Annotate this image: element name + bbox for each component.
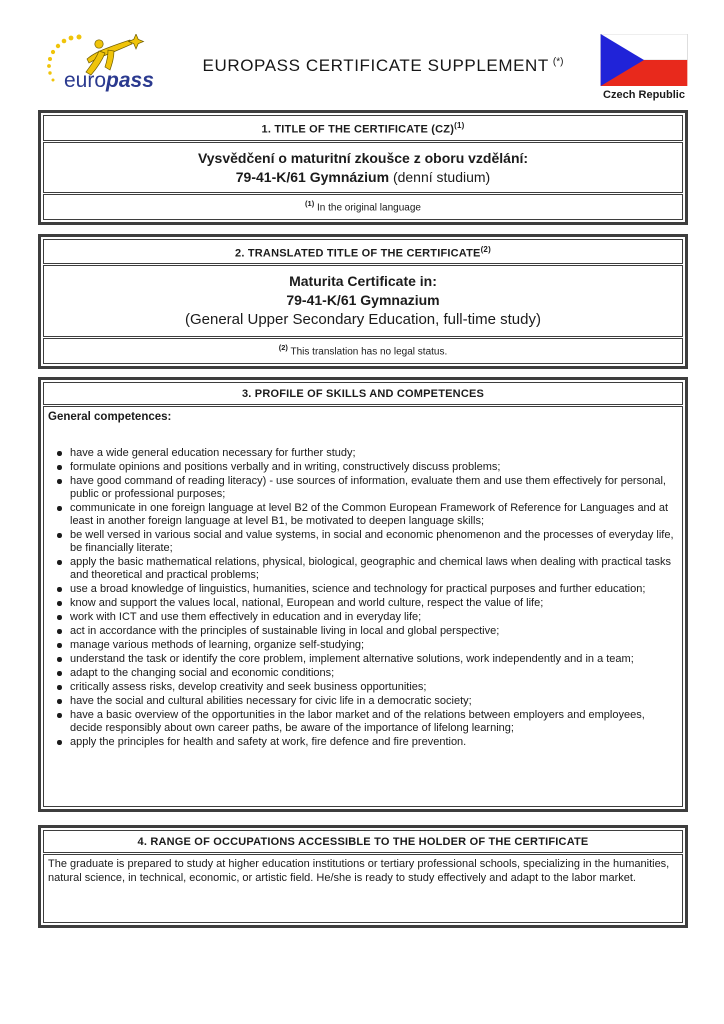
section-1-header-footnote-marker: (1) (454, 121, 465, 130)
competence-item: use a broad knowledge of linguistics, humanities, science and technology for practical purposes and further education; (48, 583, 677, 596)
europass-logo (42, 34, 168, 97)
certificate-title-translated-line3: (General Upper Secondary Education, full-time study) (184, 311, 541, 329)
section-4-header: 4. RANGE OF OCCUPATIONS ACCESSIBLE TO THE HOLDER OF THE CERTIFICATE (43, 830, 683, 853)
footnote-2-text: This translation has no legal status. (287, 346, 448, 358)
competence-item: adapt to the changing social and economic conditions; (48, 667, 677, 680)
general-competences-label: General competences: (48, 410, 172, 423)
page-title-footnote-marker: (*) (552, 56, 564, 68)
footnote-1-marker: (1) (305, 199, 315, 209)
field-code-bold: 79-41-K/61 Gymnázium (235, 168, 390, 185)
document-header (42, 34, 690, 101)
section-3-body (43, 406, 683, 807)
competence-item: act in accordance with the principles of sustainable living in local and global perspective; (48, 625, 677, 638)
competence-item: communicate in one foreign language at level B2 of the Common European Framework of Reference for Languages and at least in another foreign language at level B1, be motivated to deepen language skills; (48, 502, 677, 528)
certificate-title-translated-line2: 79-41-K/61 Gymnazium (286, 292, 440, 309)
section-2-translated-title (38, 234, 688, 369)
competences-list (48, 447, 677, 749)
section-1-title-of-certificate (38, 110, 688, 225)
country-flag-block (598, 34, 690, 101)
competence-item: understand the task or identify the core problem, implement alternative solutions, work independently and in a team; (48, 653, 677, 666)
section-1-header-text: 1. TITLE OF THE CERTIFICATE (CZ) (261, 123, 455, 136)
competence-item: have a basic overview of the opportunities in the labor market and of the relations between employers and employees, decide responsibly about own career paths, be aware of the importance of lifelong learning; (48, 709, 677, 735)
competence-item: apply the principles for health and safety at work, fire defence and fire prevention. (48, 736, 677, 749)
certificate-title-original-line1: Vysvědčení o maturitní zkoušce z oboru vzdělání: (197, 149, 529, 166)
section-4-range-of-occupations (38, 825, 688, 928)
certificate-title-translated-line1: Maturita Certificate in: (289, 273, 437, 290)
competence-item: manage various methods of learning, organize self-studying; (48, 639, 677, 652)
competence-item: formulate opinions and positions verbally and in writing, constructively discuss problems; (48, 461, 677, 474)
footnote-2-marker: (2) (278, 343, 288, 353)
page-title-text: EUROPASS CERTIFICATE SUPPLEMENT (202, 56, 549, 75)
competence-item: critically assess risks, develop creativity and seek business opportunities; (48, 681, 677, 694)
study-form-note: (denní studium) (389, 168, 491, 185)
competence-item: know and support the values local, national, European and world culture, respect the value of life; (48, 597, 677, 610)
certificate-title-original-line2 (52, 168, 674, 187)
section-1-footnote (43, 194, 683, 219)
section-4-body: The graduate is prepared to study at higher education institutions or tertiary professional schools, specializing in the humanities, natural science, in technical, economic, or artistic field. He/she is ready to study effectively and adapt to the labor market. (43, 854, 683, 923)
section-3-header: 3. PROFILE OF SKILLS AND COMPETENCES (43, 382, 683, 405)
footnote-1-text: In the original language (314, 202, 421, 214)
competence-item: have the social and cultural abilities necessary for civic life in a democratic society; (48, 695, 677, 708)
section-2-body (43, 265, 683, 337)
section-2-header-footnote-marker: (2) (480, 244, 491, 254)
europass-logo-icon (42, 34, 164, 92)
section-2-header-text: 2. TRANSLATED TITLE OF THE CERTIFICATE (235, 247, 481, 260)
section-1-header (43, 115, 683, 141)
country-label: Czech Republic (603, 89, 685, 101)
competence-item: work with ICT and use them effectively in education and in everyday life; (48, 611, 677, 624)
competence-item: be well versed in various social and value systems, in social and economic phenomenon and the processes of everyday life, be financially literate; (48, 529, 677, 555)
section-1-body (43, 142, 683, 194)
section-3-profile-of-skills (38, 377, 688, 812)
page-title (168, 34, 598, 76)
competence-item: have a wide general education necessary for further study; (48, 447, 677, 460)
czech-flag-icon (600, 34, 688, 86)
competence-item: have good command of reading literacy) - use sources of information, evaluate them and use them effectively for personal, public or professional purposes; (48, 475, 677, 501)
section-2-header (43, 239, 683, 265)
section-2-footnote (43, 338, 683, 363)
svg-text:europass: europass (64, 69, 154, 92)
competence-item: apply the basic mathematical relations, physical, biological, geographic and chemical laws when dealing with practical tasks and theoretical and practical problems; (48, 556, 677, 582)
